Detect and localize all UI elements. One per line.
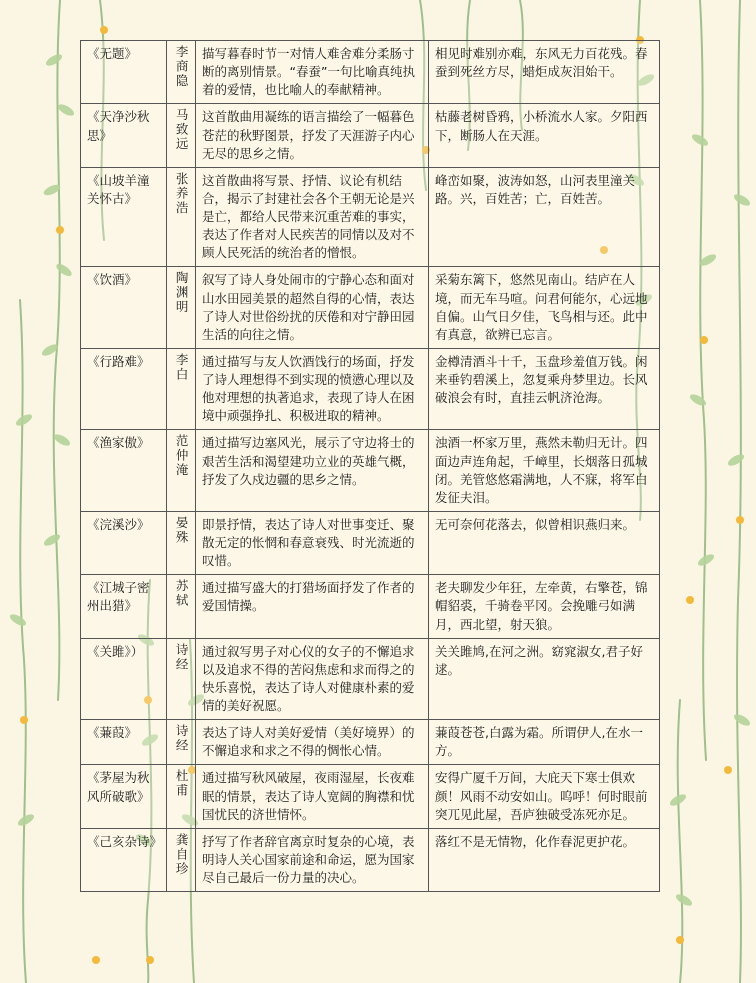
poem-author-text: 杜甫 (174, 769, 190, 799)
table-row (81, 720, 660, 765)
poem-theme-cell: 这首散曲将写景、抒情、议论有机结合，揭示了封建社会各个王朝无论是兴是亡，都给人民带来沉重苦难的事实，表达了作者对人民疾苦的同情以及对不顾人民死活的统治者的憎恨。 (196, 167, 429, 267)
poem-title-cell: 《关雎》） (81, 638, 167, 720)
poem-theme-cell: 通过描写盛大的打猎场面抒发了作者的爱国情操。 (196, 575, 429, 638)
poem-title-cell: 《饮酒》 (81, 267, 167, 349)
poem-author-cell (167, 104, 196, 167)
table-row (81, 267, 660, 349)
poem-quote-cell: 浊酒一杯家万里，燕然未勒归无计。四面边声连角起，千嶂里，长烟落日孤城闭。羌管悠悠霜满地，人不寐，将军白发征夫泪。 (429, 430, 660, 512)
poem-author-text: 诗经 (174, 724, 190, 754)
poem-author-cell (167, 430, 196, 512)
poem-title-cell: 《渔家傲》 (81, 430, 167, 512)
poem-quote-cell: 安得广厦千万间，大庇天下寒士俱欢颜！风雨不动安如山。呜呼！何时眼前突兀见此屋，吾庐独破受冻死亦足。 (429, 765, 660, 828)
poem-quote-cell: 无可奈何花落去，似曾相识燕归来。 (429, 511, 660, 574)
poem-author-cell (167, 348, 196, 430)
poem-author-text: 龚自珍 (174, 832, 190, 877)
poem-theme-cell: 描写暮春时节一对情人难舍难分柔肠寸断的离别情景。“春蚕”一句比喻真纯执着的爱情，也比喻人的奉献精神。 (196, 41, 429, 104)
poem-theme-cell: 通过叙写男子对心仪的女子的不懈追求以及追求不得的苦闷焦虑和求而得之的快乐喜悦，表达了诗人对健康朴素的爱情的美好祝愿。 (196, 638, 429, 720)
poem-author-text: 李白 (174, 352, 190, 382)
poem-author-text: 诗经 (174, 642, 190, 672)
poem-title-cell: 《天净沙秋思》 (81, 104, 167, 167)
table-row (81, 765, 660, 828)
poem-theme-cell: 通过描写边塞风光，展示了守边将士的艰苦生活和渴望建功立业的英雄气概，抒发了久戍边疆的思乡之情。 (196, 430, 429, 512)
poem-title-cell: 《山坡羊潼关怀古》 (81, 167, 167, 267)
table-row (81, 828, 660, 891)
poem-author-text: 陶渊明 (174, 271, 190, 315)
table-row (81, 575, 660, 638)
poem-quote-cell: 采菊东篱下，悠然见南山。结庐在人境，而无车马喧。问君何能尔，心远地自偏。山气日夕佳，飞鸟相与还。此中有真意，欲辨已忘言。 (429, 267, 660, 349)
table-row (81, 511, 660, 574)
poem-author-cell (167, 720, 196, 765)
poem-theme-cell: 即景抒情，表达了诗人对世事变迁、聚散无定的怅惘和春意衰残、时光流逝的叹惜。 (196, 511, 429, 574)
poem-quote-cell: 峰峦如聚，波涛如怒，山河表里潼关路。兴，百姓苦；亡，百姓苦。 (429, 167, 660, 267)
poem-quote-cell: 相见时难别亦难，东风无力百花残。春蚕到死丝方尽，蜡炬成灰泪始干。 (429, 41, 660, 104)
poem-author-cell (167, 167, 196, 267)
poem-author-text: 李商隐 (174, 45, 190, 89)
poem-quote-cell: 关关雎鸠,在河之洲。窈窕淑女,君子好逑。 (429, 638, 660, 720)
poem-quote-cell: 枯藤老树昏鸦，小桥流水人家。夕阳西下，断肠人在天涯。 (429, 104, 660, 167)
poem-quote-cell: 落红不是无情物，化作春泥更护花。 (429, 828, 660, 891)
table-row (81, 104, 660, 167)
poem-author-cell (167, 638, 196, 720)
table-row (81, 348, 660, 430)
table-row (81, 638, 660, 720)
poem-table-body (81, 41, 660, 892)
poem-author-text: 张养浩 (174, 171, 190, 216)
poem-title-cell: 《无题》 (81, 41, 167, 104)
poem-title-cell: 《茅屋为秋风所破歌》 (81, 765, 167, 828)
poem-author-text: 晏殊 (174, 515, 190, 545)
poem-theme-cell: 抒写了作者辞官离京时复杂的心境，表明诗人关心国家前途和命运，愿为国家尽自己最后一份力量的决心。 (196, 828, 429, 891)
table-row (81, 41, 660, 104)
poem-author-cell (167, 267, 196, 349)
poem-theme-cell: 通过描写秋风破屋，夜雨湿屋，长夜难眠的情景，表达了诗人宽阔的胸襟和忧国忧民的济世情怀。 (196, 765, 429, 828)
poem-author-text: 马致远 (174, 108, 190, 152)
poem-author-cell (167, 575, 196, 638)
poem-title-cell: 《己亥杂诗》 (81, 828, 167, 891)
poem-quote-cell: 老夫聊发少年狂，左牵黄，右擎苍，锦帽貂裘，千骑卷平冈。会挽雕弓如满月，西北望，射天狼。 (429, 575, 660, 638)
table-row (81, 167, 660, 267)
table-row (81, 430, 660, 512)
poem-author-cell (167, 41, 196, 104)
poem-author-text: 范仲淹 (174, 434, 190, 478)
poem-title-cell: 《浣溪沙》 (81, 511, 167, 574)
poem-author-cell (167, 765, 196, 828)
poem-author-cell (167, 511, 196, 574)
poem-theme-cell: 叙写了诗人身处闹市的宁静心态和面对山水田园美景的超然自得的心情，表达了诗人对世俗纷扰的厌倦和对宁静田园生活的向往之情。 (196, 267, 429, 349)
poem-theme-cell: 这首散曲用凝练的语言描绘了一幅暮色苍茫的秋野图景，抒发了天涯游子内心无尽的思乡之情。 (196, 104, 429, 167)
poem-quote-cell: 金樽清酒斗十千，玉盘珍羞值万钱。闲来垂钓碧溪上，忽复乘舟梦里边。长风破浪会有时，直挂云帆济沧海。 (429, 348, 660, 430)
poem-title-cell: 《行路难》 (81, 348, 167, 430)
poem-quote-cell: 蒹葭苍苍,白露为霜。所谓伊人,在水一方。 (429, 720, 660, 765)
poem-author-text: 苏轼 (174, 579, 190, 609)
poem-title-cell: 《江城子密州出猎》 (81, 575, 167, 638)
poem-author-cell (167, 828, 196, 891)
poem-theme-cell: 通过描写与友人饮酒饯行的场面，抒发了诗人理想得不到实现的愤懑心理以及他对理想的执著追求，表现了诗人在困境中顽强挣扎、积极进取的精神。 (196, 348, 429, 430)
poem-title-cell: 《蒹葭》 (81, 720, 167, 765)
poem-table (80, 40, 660, 892)
poem-theme-cell: 表达了诗人对美好爱情（美好境界）的不懈追求和求之不得的惆怅心情。 (196, 720, 429, 765)
